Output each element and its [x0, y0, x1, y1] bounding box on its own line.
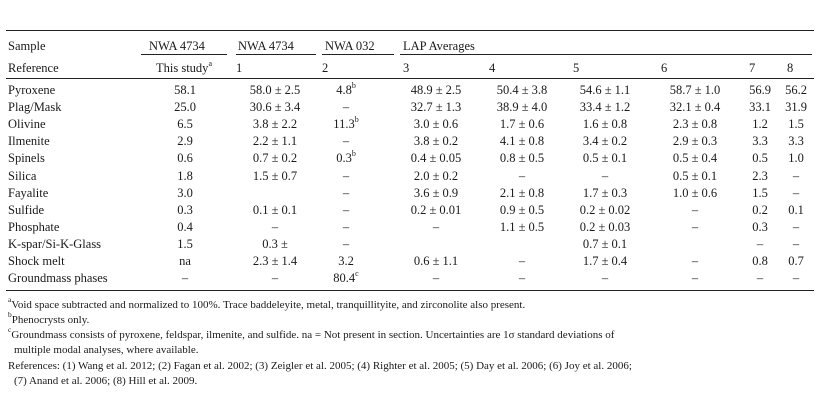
table-cell-text: 58.1	[174, 83, 196, 97]
header-group-3-text: NWA 032	[325, 39, 375, 53]
table-cell-text: 48.9 ± 2.5	[410, 83, 462, 97]
table-cell-footnote-mark: c	[355, 268, 359, 278]
table-cell	[754, 151, 820, 166]
table-cell-text: 32.7 ± 1.3	[410, 100, 462, 114]
row-label	[8, 83, 55, 98]
table-cell-text: 1.5	[788, 117, 804, 131]
table-cell	[563, 186, 647, 201]
table-cell	[563, 203, 647, 218]
footnote-line	[8, 310, 813, 327]
footnote-text: (7) Anand et al. 2006; (8) Hill et al. 2009.	[14, 375, 198, 387]
header-col-3	[322, 61, 328, 76]
table-cell	[304, 148, 388, 166]
table-cell	[394, 83, 478, 98]
table-cell	[394, 186, 478, 201]
row-label-text: Pyroxene	[8, 83, 56, 97]
table-cell	[143, 169, 227, 184]
table-cell-text: –	[756, 237, 764, 251]
table-cell-text: 54.6 ± 1.1	[579, 83, 631, 97]
table-bottom-rule	[6, 290, 814, 291]
footnote-text: Phenocrysts only.	[11, 314, 90, 326]
table-cell-text: –	[691, 220, 699, 234]
header-col-6-text: 5	[573, 61, 580, 75]
table-cell	[563, 134, 647, 149]
table-cell-text: –	[432, 271, 440, 285]
table-cell	[754, 203, 820, 218]
table-cell-text: 1.5	[752, 186, 768, 200]
table-cell-text: 0.5 ± 0.4	[672, 151, 718, 165]
table-cell	[304, 134, 388, 149]
header-col-8	[749, 61, 755, 76]
table-cell-text: 0.5	[752, 151, 768, 165]
table-cell	[143, 100, 227, 115]
table-cell-text: –	[691, 254, 699, 268]
table-cell	[143, 271, 227, 286]
table-cell-footnote-mark: b	[351, 80, 356, 90]
table-cell-text: 56.2	[785, 83, 807, 97]
table-cell-text: –	[792, 186, 800, 200]
table-cell-text: 1.1 ± 0.5	[499, 220, 545, 234]
table-cell	[754, 134, 820, 149]
table-cell	[563, 151, 647, 166]
table-cell-text: –	[792, 237, 800, 251]
header-col-4	[403, 61, 409, 76]
row-label-text: Ilmenite	[8, 134, 50, 148]
header-col-7	[661, 61, 667, 76]
table-cell-text: 0.9 ± 0.5	[499, 203, 545, 217]
header-col-5-text: 4	[489, 61, 496, 75]
table-cell-text: 3.8 ± 0.2	[413, 134, 459, 148]
table-cell-text: 50.4 ± 3.8	[496, 83, 548, 97]
table-cell-text: –	[691, 271, 699, 285]
table-cell-text: 0.7 ± 0.1	[582, 237, 628, 251]
row-label	[8, 151, 45, 166]
table-cell	[754, 100, 820, 115]
table-cell-text: 3.4 ± 0.2	[582, 134, 628, 148]
row-label-text: Shock melt	[8, 254, 65, 268]
table-cell-text: 1.8	[177, 169, 193, 183]
header-underline-nwa4734-ref	[236, 54, 316, 55]
header-col-9	[787, 61, 793, 76]
table-cell-text: 3.6 ± 0.9	[413, 186, 459, 200]
row-label-text: Phosphate	[8, 220, 60, 234]
table-cell-text: –	[792, 271, 800, 285]
table-cell-text: 0.1 ± 0.1	[252, 203, 298, 217]
table-cell-text: –	[792, 220, 800, 234]
header-col-2-text: 1	[236, 61, 243, 75]
footnote-mark: b	[8, 310, 12, 320]
table-cell-text: 25.0	[174, 100, 196, 114]
table-cell	[394, 254, 478, 269]
table-cell-text: 1.5 ± 0.7	[252, 169, 298, 183]
table-cell	[754, 186, 820, 201]
header-group-1	[149, 39, 205, 54]
table-cell-text: 0.1	[788, 203, 804, 217]
footnote-line	[8, 359, 813, 373]
table-cell-text: 31.9	[785, 100, 807, 114]
table-cell-text: –	[342, 100, 350, 114]
table-cell-text: 0.4	[177, 220, 193, 234]
table-cell-text: 3.3	[788, 134, 804, 148]
table-cell-text: 3.0	[177, 186, 193, 200]
footnote-mark: a	[8, 295, 12, 305]
table-cell-text: 0.8	[752, 254, 768, 268]
row-label-text: K-spar/Si-K-Glass	[8, 237, 102, 251]
table-cell	[143, 186, 227, 201]
footnote-text: Void space subtracted and normalized to 100%. Trace baddeleyite, metal, tranquillityite, and zirconolite also present.	[11, 299, 526, 311]
table-cell	[143, 254, 227, 269]
table-cell-text: 0.8 ± 0.5	[499, 151, 545, 165]
table-cell	[480, 100, 564, 115]
footnote-text: References: (1) Wang et al. 2012; (2) Fagan et al. 2002; (3) Zeigler et al. 2005; (4) Righter et al. 2005; (5) Day et al. 2006; (6) Joy et al. 2006;	[8, 360, 632, 372]
table-cell-text: 0.3 ±	[262, 237, 288, 251]
table-cell	[563, 100, 647, 115]
table-cell-text: 2.0 ± 0.2	[413, 169, 459, 183]
table-cell	[304, 186, 388, 201]
table-cell	[563, 220, 647, 235]
row-label	[8, 100, 61, 115]
table-cell-text: 2.3 ± 0.8	[672, 117, 718, 131]
table-cell-text: 32.1 ± 0.4	[669, 100, 721, 114]
table-cell	[480, 117, 564, 132]
table-cell-text: 2.9 ± 0.3	[672, 134, 718, 148]
table-cell-text: –	[518, 254, 526, 268]
table-cell	[143, 117, 227, 132]
table-cell-text: –	[518, 169, 526, 183]
table-cell-text: 33.4 ± 1.2	[579, 100, 631, 114]
table-cell	[304, 100, 388, 115]
table-cell	[480, 203, 564, 218]
table-cell-text: –	[342, 186, 350, 200]
table-cell	[394, 220, 478, 235]
header-col-1-text: This study	[156, 61, 209, 75]
table-cell	[754, 83, 820, 98]
table-cell-text: 56.9	[749, 83, 771, 97]
table-cell	[480, 83, 564, 98]
table-cell-text: 0.3	[177, 203, 193, 217]
header-col-9-text: 8	[787, 61, 794, 75]
table-cell	[394, 134, 478, 149]
table-cell-text: –	[342, 134, 350, 148]
table-cell-text: 1.0 ± 0.6	[672, 186, 718, 200]
table-cell-text: 0.3	[752, 220, 768, 234]
table-cell	[563, 254, 647, 269]
header-col-6	[573, 61, 579, 76]
row-label-text: Fayalite	[8, 186, 49, 200]
table-cell	[480, 134, 564, 149]
footnote-text: Groundmass consists of pyroxene, feldspar, ilmenite, and sulfide. na = Not present in section. Uncertainties are 1σ standard deviations of	[11, 329, 615, 341]
table-cell-text: 1.7 ± 0.4	[582, 254, 628, 268]
table-cell-text: 1.5	[177, 237, 193, 251]
table-cell-footnote-mark: b	[351, 148, 356, 158]
row-label-text: Groundmass phases	[8, 271, 108, 285]
table-cell-text: 0.4 ± 0.05	[410, 151, 462, 165]
table-cell-text: 1.6 ± 0.8	[582, 117, 628, 131]
table-cell-text: –	[518, 271, 526, 285]
table-cell-text: 38.9 ± 4.0	[496, 100, 548, 114]
header-underline-nwa4734-this	[141, 54, 227, 55]
table-cell-text: 3.2	[338, 254, 354, 268]
table-cell	[563, 117, 647, 132]
header-col-1-footnote-mark: a	[208, 58, 212, 68]
row-label	[8, 237, 101, 252]
table-cell	[754, 169, 820, 184]
table-cell-text: 2.9	[177, 134, 193, 148]
table-cell-text: 58.7 ± 1.0	[669, 83, 721, 97]
table-cell	[304, 114, 388, 132]
table-cell-text: 0.2 ± 0.02	[579, 203, 631, 217]
table-cell-text: –	[342, 169, 350, 183]
table-cell	[480, 186, 564, 201]
header-group-0-text: Sample	[8, 39, 46, 53]
table-cell	[143, 220, 227, 235]
table-cell-text: –	[601, 271, 609, 285]
footnote-line	[14, 374, 819, 388]
table-cell-text: 0.5 ± 0.1	[672, 169, 718, 183]
table-cell	[304, 220, 388, 235]
table-cell-text: 3.0 ± 0.6	[413, 117, 459, 131]
table-cell	[754, 117, 820, 132]
table-cell-text: 0.3	[336, 151, 352, 165]
table-cell-text: na	[179, 254, 191, 268]
footnote-mark: c	[8, 325, 12, 335]
header-underline-lap	[400, 54, 812, 55]
table-cell-text: 0.5 ± 0.1	[582, 151, 628, 165]
table-cell	[754, 220, 820, 235]
table-cell	[480, 220, 564, 235]
table-cell-footnote-mark: b	[354, 114, 359, 124]
header-underline-nwa032	[322, 54, 394, 55]
table-cell	[394, 117, 478, 132]
table-cell-text: 30.6 ± 3.4	[249, 100, 301, 114]
table-cell	[563, 169, 647, 184]
row-label	[8, 186, 48, 201]
table-header-rule	[6, 78, 814, 79]
table-cell	[143, 134, 227, 149]
header-col-7-text: 6	[661, 61, 668, 75]
table-cell	[143, 151, 227, 166]
table-cell	[754, 271, 820, 286]
table-cell	[394, 151, 478, 166]
row-label-text: Sulfide	[8, 203, 45, 217]
table-cell	[143, 203, 227, 218]
table-cell-text: 0.2	[752, 203, 768, 217]
table-cell	[563, 83, 647, 98]
header-group-1-text: NWA 4734	[149, 39, 205, 53]
table-cell-text: 4.1 ± 0.8	[499, 134, 545, 148]
header-col-5	[489, 61, 495, 76]
table-cell-text: 1.7 ± 0.6	[499, 117, 545, 131]
table-cell-text: 3.8 ± 2.2	[252, 117, 298, 131]
table-cell	[394, 169, 478, 184]
table-cell	[754, 254, 820, 269]
table-cell-text: –	[342, 220, 350, 234]
row-label	[8, 254, 65, 269]
table-top-rule	[6, 30, 814, 31]
table-cell	[143, 83, 227, 98]
table-cell	[563, 271, 647, 286]
table-cell	[143, 237, 227, 252]
table-cell-text: –	[342, 203, 350, 217]
row-label-text: Spinels	[8, 151, 45, 165]
table-cell-text: 1.7 ± 0.3	[582, 186, 628, 200]
header-col-0-text: Reference	[8, 61, 59, 75]
table-cell	[480, 169, 564, 184]
header-group-4	[403, 39, 475, 54]
table-cell	[304, 80, 388, 98]
header-col-2	[236, 61, 242, 76]
table-cell-text: –	[181, 271, 189, 285]
table-cell-text: 1.0	[788, 151, 804, 165]
table-cell	[304, 203, 388, 218]
table-cell-text: 0.7 ± 0.2	[252, 151, 298, 165]
table-cell	[394, 100, 478, 115]
table-cell-text: 4.8	[336, 83, 352, 97]
table-cell-text: –	[601, 169, 609, 183]
table-cell	[304, 254, 388, 269]
table-cell	[394, 203, 478, 218]
table-cell-text: 58.0 ± 2.5	[249, 83, 301, 97]
header-group-2	[238, 39, 294, 54]
table-cell-text: –	[432, 220, 440, 234]
table-cell	[394, 271, 478, 286]
table-cell-text: –	[342, 237, 350, 251]
table-cell-text: 0.7	[788, 254, 804, 268]
header-group-2-text: NWA 4734	[238, 39, 294, 53]
table-cell	[480, 271, 564, 286]
row-label-text: Plag/Mask	[8, 100, 62, 114]
table-cell-text: 2.3	[752, 169, 768, 183]
footnote-line	[8, 325, 813, 342]
footnote-text: multiple modal analyses, where available.	[14, 344, 199, 356]
table-cell	[480, 254, 564, 269]
table-cell-text: 2.3 ± 1.4	[252, 254, 298, 268]
row-label	[8, 117, 46, 132]
table-cell-text: –	[691, 203, 699, 217]
table-cell-text: 1.2	[752, 117, 768, 131]
row-label	[8, 203, 44, 218]
table-cell-text: 0.6	[177, 151, 193, 165]
table-cell-text: 80.4	[333, 271, 356, 285]
header-col-1	[124, 58, 244, 76]
header-group-3	[325, 39, 375, 54]
footnote-line	[14, 343, 819, 357]
row-label	[8, 271, 108, 286]
table-cell	[563, 237, 647, 252]
table-cell-text: 2.1 ± 0.8	[499, 186, 545, 200]
table-cell-text: –	[271, 220, 279, 234]
table-cell-text: 11.3	[333, 117, 355, 131]
table-cell-text: 2.2 ± 1.1	[252, 134, 298, 148]
header-col-0	[8, 61, 59, 76]
table-cell	[304, 237, 388, 252]
table-cell-text: 6.5	[177, 117, 193, 131]
table-cell-text: 0.2 ± 0.03	[579, 220, 631, 234]
header-col-4-text: 3	[403, 61, 410, 75]
table-cell-text: –	[792, 169, 800, 183]
table-cell	[754, 237, 820, 252]
table-cell	[480, 151, 564, 166]
table-cell-text: 3.3	[752, 134, 768, 148]
table-cell-text: –	[271, 271, 279, 285]
table-cell-text: –	[756, 271, 764, 285]
table-cell	[304, 268, 388, 286]
header-col-8-text: 7	[749, 61, 756, 75]
row-label-text: Silica	[8, 169, 37, 183]
header-group-0	[8, 39, 46, 54]
header-col-3-text: 2	[322, 61, 329, 75]
row-label-text: Olivine	[8, 117, 46, 131]
header-group-4-text: LAP Averages	[403, 39, 475, 53]
table-cell	[304, 169, 388, 184]
footnote-line	[8, 295, 813, 312]
row-label	[8, 169, 36, 184]
row-label	[8, 134, 50, 149]
table-cell-text: 0.6 ± 1.1	[413, 254, 459, 268]
table-cell-text: 0.2 ± 0.01	[410, 203, 462, 217]
table-cell-text: 33.1	[749, 100, 771, 114]
row-label	[8, 220, 59, 235]
